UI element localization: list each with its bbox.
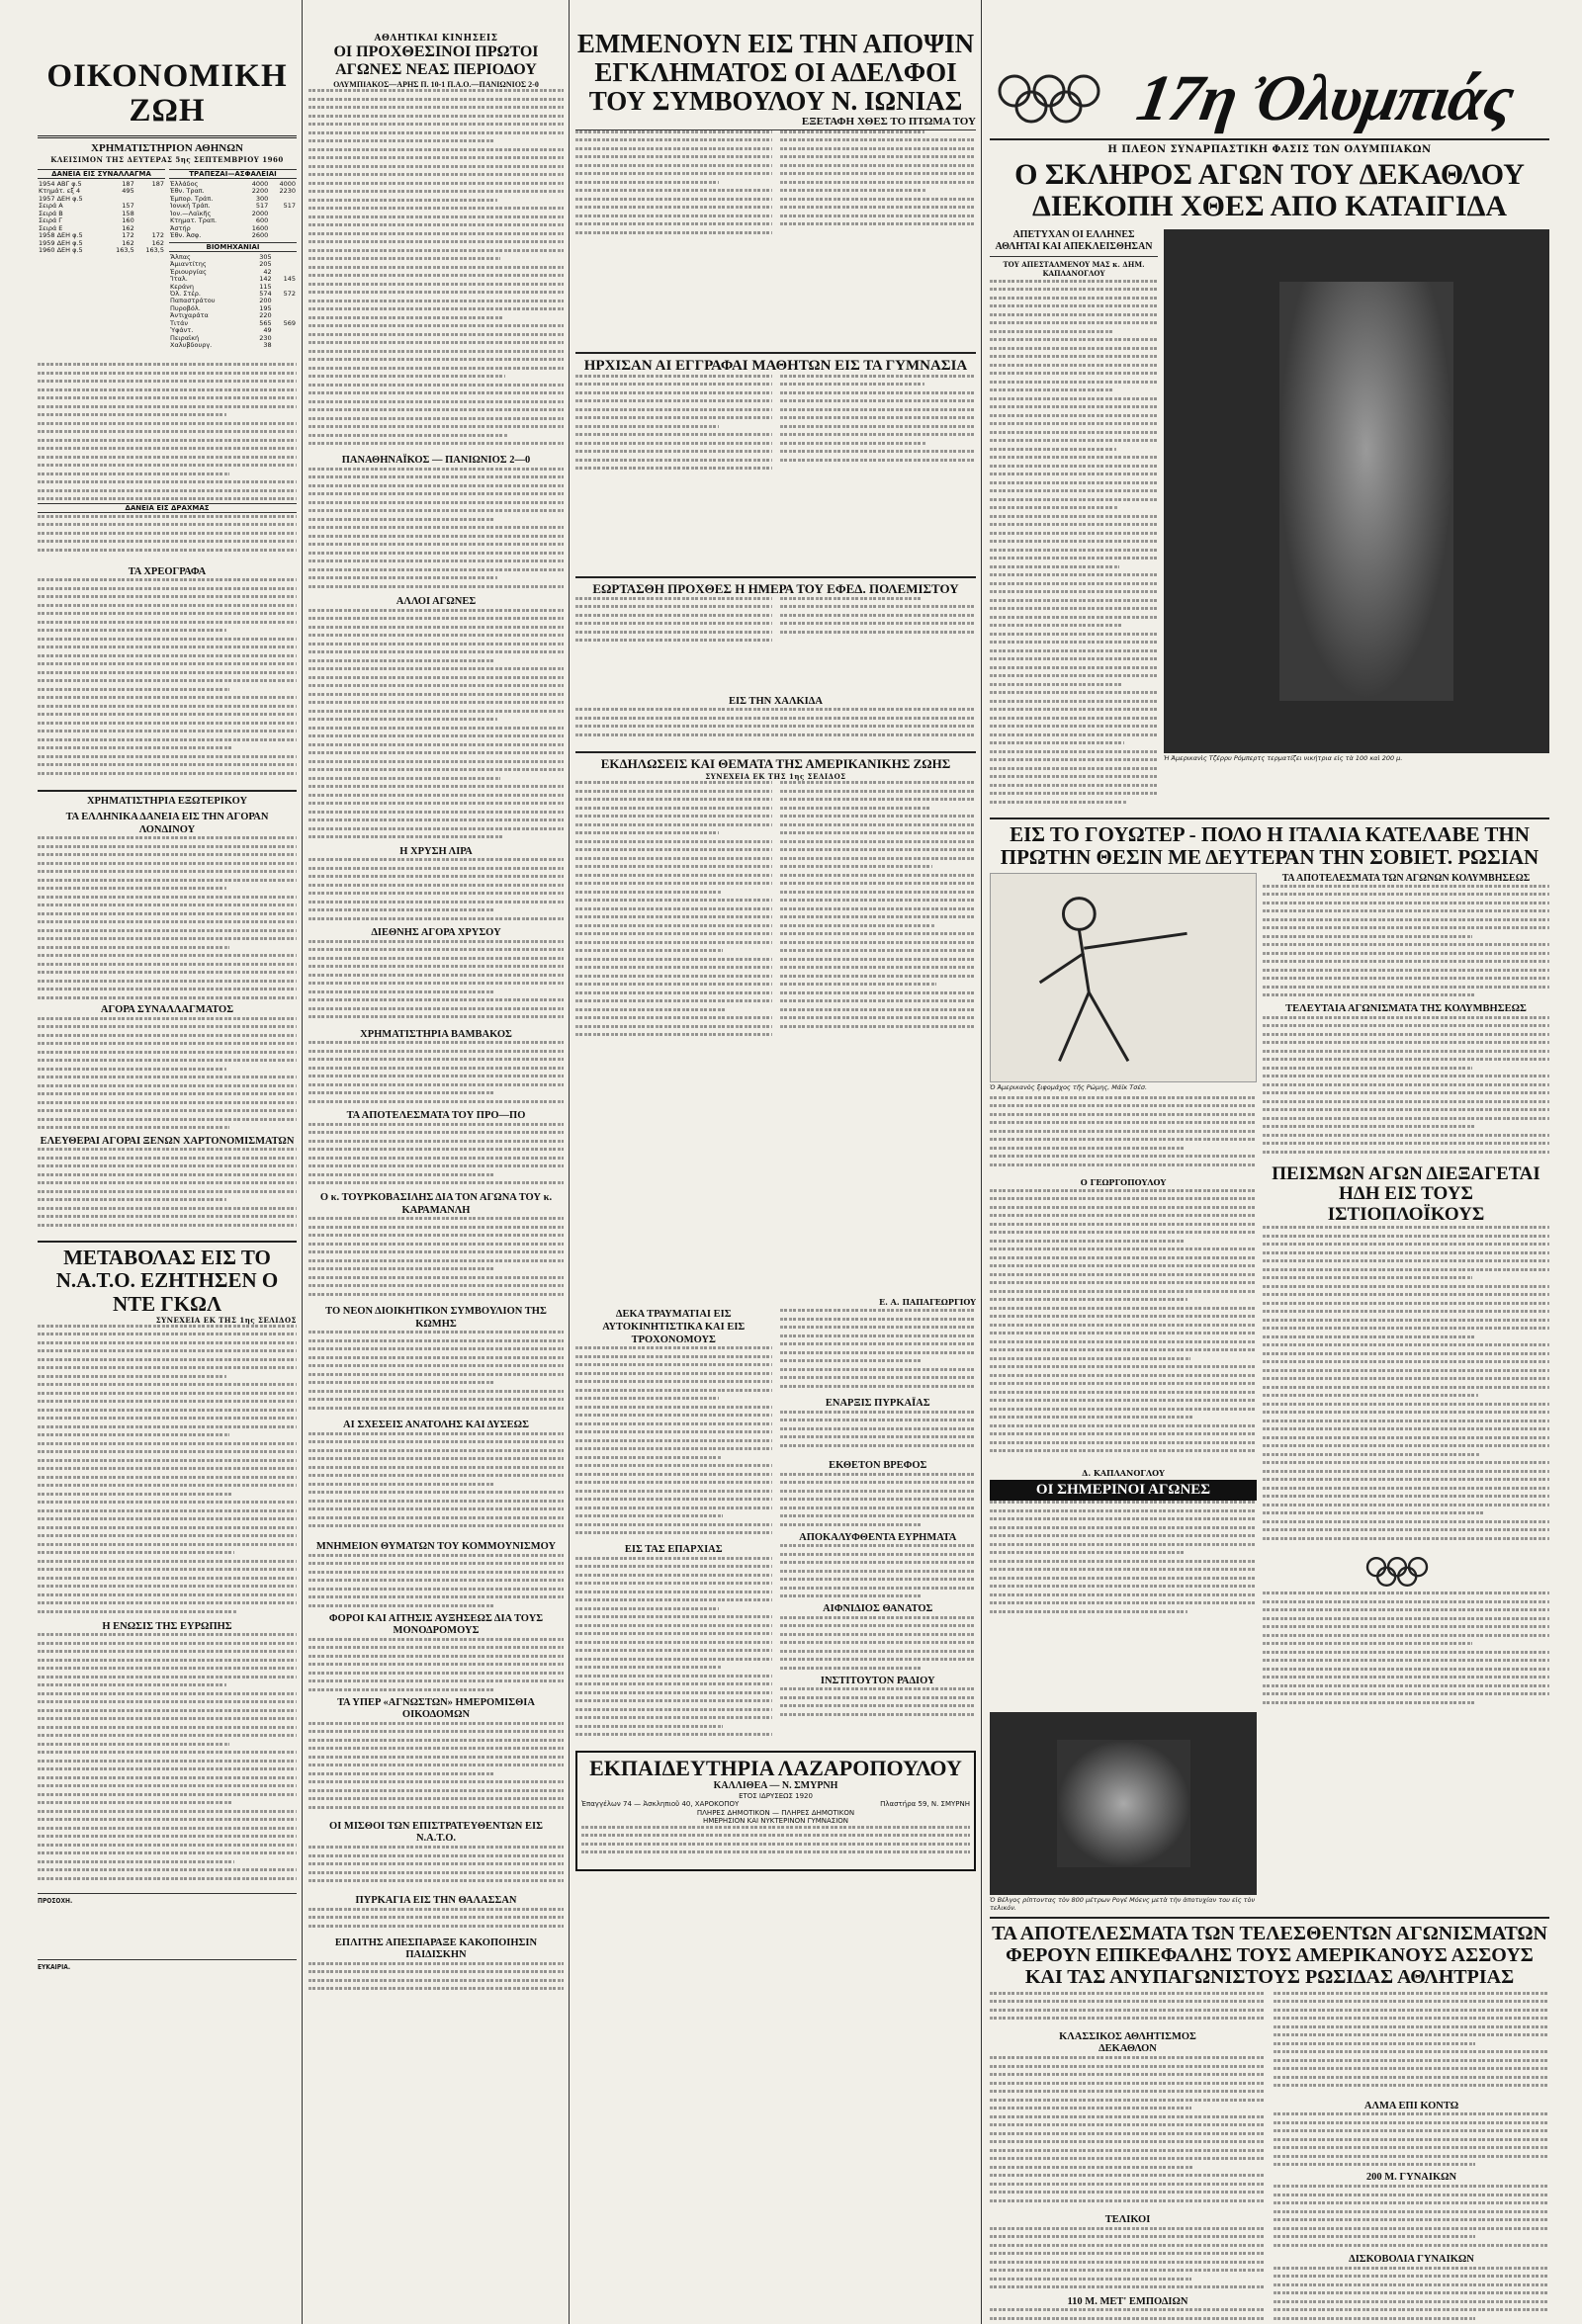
- section-provinces: ΕΙΣ ΤΑΣ ΕΠΑΡΧΙΑΣ: [624, 1544, 723, 1556]
- text-block: [38, 1148, 297, 1237]
- text-block: [990, 1501, 1257, 1619]
- text-block: [38, 1325, 297, 1621]
- ad-year: ΕΤΟΣ ΙΔΡΥΣΕΩΣ 1920: [739, 1791, 813, 1800]
- exchange-title: ΧΡΗΜΑΤΙΣΤΗΡΙΟΝ ΑΘΗΝΩΝ: [91, 142, 243, 155]
- crime-headline: ΕΜΜΕΝΟΥΝ ΕΙΣ ΤΗΝ ΑΠΟΨΙΝ ΕΓΚΛΗΜΑΤΟΣ ΟΙ ΑΔΕΛΦΟΙ ΤΟΥ ΣΥΜΒΟΥΛΟΥ Ν. ΙΩΝΙΑΣ: [576, 29, 975, 117]
- notice: [38, 1963, 297, 2013]
- table-label: Ἐμπορ. Τράπ.: [170, 194, 214, 203]
- text-block: [38, 1017, 297, 1136]
- text-block: [1263, 885, 1549, 1003]
- bank-row: [169, 232, 297, 239]
- text-block: [990, 2308, 1266, 2324]
- table-value: [269, 225, 297, 232]
- table-value: 569: [283, 318, 296, 327]
- table-value: 517: [283, 202, 296, 211]
- notice-title: ΠΡΟΣΟΧΗ.: [38, 1897, 73, 1906]
- olympics-title: 17η Ὀλυμπιάς: [1131, 62, 1519, 134]
- text-block: [38, 836, 297, 1004]
- classic-athletics: ΚΛΑΣΣΙΚΟΣ ΑΘΛΗΤΙΣΜΟΣ: [1059, 2030, 1196, 2042]
- table-value: 172: [122, 231, 134, 240]
- nato-headline: ΜΕΤΑΒΟΛΑΣ ΕΙΣ ΤΟ Ν.Α.Τ.Ο. ΕΖΗΤΗΣΕΝ Ο ΝΤΕ ΓΚΩΛ: [55, 1246, 279, 1316]
- text-block: [308, 468, 564, 596]
- table-value: 142: [259, 275, 272, 284]
- table-value: 1600: [251, 223, 269, 232]
- decathlon-label: ΔΕΚΑΘΛΟΝ: [1099, 2043, 1157, 2055]
- table-label: Ἀντιχαράτα: [170, 311, 209, 320]
- text-block: [308, 89, 564, 455]
- ad-line-3: ΠΛΗΡΕΣ ΔΗΜΟΤΙΚΟΝ — ΠΛΗΡΕΣ ΔΗΜΟΤΙΚΟΝ: [696, 1808, 855, 1817]
- table-value: 162: [151, 238, 164, 247]
- text-block: [780, 1309, 977, 1398]
- table-value: 200: [259, 297, 272, 305]
- industrial-header: ΒΙΟΜΗΧΑΝΙΑΙ: [169, 242, 297, 252]
- table-value: 115: [259, 282, 272, 291]
- section-results: ΤΑ ΑΠΟΤΕΛΕΣΜΑΤΑ ΤΟΥ ΠΡΟ—ΠΟ: [346, 1110, 526, 1122]
- table-value: 160: [122, 216, 134, 225]
- table-value: [273, 261, 297, 268]
- notice: [38, 1897, 297, 1956]
- column-olympics: [981, 0, 1549, 2324]
- masthead-economy: ΟΙΚΟΝΟΜΙΚΗ ΖΩΗ: [38, 0, 297, 138]
- byline-kaplan: Δ. ΚΑΠΛΑΝΟΓΛΟΥ: [1082, 1467, 1165, 1478]
- table-label: 1957 ΔΕΗ φ.5: [39, 194, 83, 203]
- table-value: [273, 335, 297, 342]
- loans-table: [38, 181, 165, 255]
- table-label: Σειρά Β: [39, 209, 63, 217]
- photo-fencer: [990, 873, 1257, 1082]
- section-external: ΧΡΗΜΑΤΙΣΤΗΡΙΑ ΕΞΩΤΕΡΙΚΟΥ: [86, 796, 248, 808]
- table-value: [273, 298, 297, 304]
- industrial-row: [169, 312, 297, 319]
- text-block: [780, 1411, 977, 1460]
- table-label: Πειραϊκή: [170, 333, 200, 342]
- section-london: ΤΑ ΕΛΛΗΝΙΚΑ ΔΑΝΕΙΑ ΕΙΣ ΤΗΝ ΑΓΟΡΑΝ ΛΟΝΔΙΝΟΥ: [65, 811, 269, 835]
- section-feast: ΕΩΡΤΑΣΘΗ ΠΡΟΧΘΕΣ Η ΗΜΕΡΑ ΤΟΥ ΕΦΕΔ. ΠΟΛΕΜΙΣΤΟΥ: [592, 580, 959, 596]
- table-value: 2200: [251, 187, 269, 196]
- section-fire: ΕΝΑΡΞΙΣ ΠΥΡΚΑΪΑΣ: [825, 1398, 930, 1410]
- table-label: Κτηματ. Τραπ.: [170, 216, 218, 225]
- table-label: Ἰον.—Λαϊκῆς: [170, 209, 212, 217]
- sports-kicker: ΑΘΛΗΤΙΚΑΙ ΚΙΝΗΣΕΙΣ: [374, 34, 498, 43]
- olympic-rings-icon: [990, 69, 1138, 129]
- section-other-games: ΑΛΛΟΙ ΑΓΩΝΕΣ: [396, 595, 477, 607]
- exchange-date: ΚΛΕΙΣΙΜΟΝ ΤΗΣ ΔΕΥΤΕΡΑΣ 5ης ΣΕΠΤΕΜΒΡΙΟΥ 1960: [50, 154, 284, 164]
- sports-headline: ΟΙ ΠΡΟΧΘΕΣΙΝΟΙ ΠΡΩΤΟΙ ΑΓΩΝΕΣ ΝΕΑΣ ΠΕΡΙΟΔΟΥ: [333, 43, 539, 79]
- olympics-banner: [990, 59, 1549, 140]
- section-gold: Η ΧΡΥΣΗ ΛΙΡΑ: [399, 845, 473, 857]
- table-value: 42: [263, 267, 272, 276]
- section-turk: Ο κ. ΤΟΥΡΚΟΒΑΣΙΛΗΣ ΔΙΑ ΤΟΝ ΑΓΩΝΑ ΤΟΥ κ. ΚΑΡΑΜΑΝΛΗ: [319, 1191, 553, 1216]
- text-block: [990, 280, 1158, 814]
- nato-continuation: ΣΥΝΕΧΕΙΑ ΕΚ ΤΗΣ 1ης ΣΕΛΙΔΟΣ: [155, 1315, 297, 1325]
- crime-subhead: ΕΞΕΤΑΦΗ ΧΘΕΣ ΤΟ ΠΤΩΜΑ ΤΟΥ: [575, 116, 976, 129]
- table-value: 145: [283, 275, 296, 284]
- table-label: Ἐθν. Τραπ.: [170, 187, 205, 196]
- column-sports-misc: [302, 0, 564, 2324]
- table-label: 1958 ΔΕΗ φ.5: [39, 231, 83, 240]
- text-block: [780, 1473, 977, 1532]
- section-students: ΗΡΧΙΣΑΝ ΑΙ ΕΓΓΡΑΦΑΙ ΜΑΘΗΤΩΝ ΕΙΣ ΤΑ ΓΥΜΝΑΣΙΑ: [583, 357, 968, 374]
- american-continuation: ΣΥΝΕΧΕΙΑ ΕΚ ΤΗΣ 1ης ΣΕΛΙΔΟΣ: [705, 772, 846, 782]
- pole-vault-label: ΑΛΜΑ ΕΠΙ ΚΟΝΤΩ: [1363, 2100, 1459, 2111]
- lead-byline: ΤΟΥ ΑΠΕΣΤΑΛΜΕΝΟΥ ΜΑΣ κ. ΔΗΜ. ΚΑΠΛΑΝΟΓΛΟΥ: [1003, 259, 1145, 278]
- discus-label: ΔΙΣΚΟΒΟΛΙΑ ΓΥΝΑΙΚΩΝ: [1349, 2254, 1474, 2266]
- table-label: Ἴταλ.: [170, 275, 188, 284]
- table-label: Τιτάν: [170, 318, 188, 327]
- loan-row: [38, 247, 165, 254]
- text-block: [38, 578, 297, 786]
- table-value: 600: [255, 216, 269, 225]
- text-block: [780, 1687, 977, 1727]
- text-block: [575, 781, 976, 1295]
- table-label: Ἐριουργίας: [170, 267, 207, 276]
- section-relations: ΑΙ ΣΧΕΣΕΙΣ ΑΝΑΤΟΛΗΣ ΚΑΙ ΔΥΣΕΩΣ: [343, 1420, 529, 1431]
- text-block: [308, 1962, 564, 2002]
- ad-address-2: Πλαστήρα 59, Ν. ΣΜΥΡΝΗ: [880, 1800, 970, 1809]
- table-value: 495: [122, 187, 134, 196]
- text-block: [780, 1544, 977, 1603]
- text-block: [1274, 1992, 1549, 2101]
- text-block: [990, 1096, 1257, 1175]
- text-block: [308, 1908, 564, 1937]
- text-block: [990, 1992, 1266, 2031]
- table-value: 157: [122, 202, 134, 211]
- text-block: [990, 1189, 1257, 1466]
- table-value: 49: [263, 326, 272, 335]
- school-ad: [575, 1751, 976, 1871]
- olympics-kicker: Η ΠΛΕΟΝ ΣΥΝΑΡΠΑΣΤΙΚΗ ΦΑΣΙΣ ΤΩΝ ΟΛΥΜΠΙΑΚΩΝ: [1107, 144, 1432, 155]
- section-memorial: ΜΝΗΜΕΙΟΝ ΘΥΜΑΤΩΝ ΤΟΥ ΚΟΜΜΟΥΝΙΣΜΟΥ: [315, 1540, 557, 1552]
- photo-fencer-caption: Ὁ Ἀμερικανὸς ξιφομάχος τῆς Ρώμης, Μάϊκ Τσέσ.: [990, 1082, 1148, 1091]
- table-value: 2600: [251, 231, 269, 240]
- table-label: Ἀστήρ: [170, 223, 191, 232]
- text-block: [1274, 2112, 1549, 2172]
- swim-results-header: ΤΑ ΑΠΟΤΕΛΕΣΜΑΤΑ ΤΩΝ ΑΓΩΝΩΝ ΚΟΛΥΜΒΗΣΕΩΣ: [1281, 872, 1531, 884]
- table-value: [273, 327, 297, 334]
- table-label: Κεράνη: [170, 282, 194, 291]
- text-block: [1263, 1226, 1549, 1552]
- section-free-market: ΕΛΕΥΘΕΡΑΙ ΑΓΟΡΑΙ ΞΕΝΩΝ ΧΑΡΤΟΝΟΜΙΣΜΑΤΩΝ: [40, 1135, 295, 1147]
- table-value: 2000: [251, 209, 269, 217]
- section-find: ΑΠΟΚΑΛΥΦΘΕΝΤΑ ΕΥΡΗΜΑΤΑ: [799, 1531, 957, 1543]
- table-value: 4000: [279, 179, 296, 188]
- section-chalkidiki: ΕΙΣ ΤΗΝ ΧΑΛΚΙΔΑ: [729, 695, 823, 707]
- table-value: 158: [122, 209, 134, 217]
- text-block: [1274, 2185, 1549, 2254]
- section-xreografa: ΤΑ ΧΡΕΟΓΡΑΦΑ: [128, 565, 207, 577]
- photo-runner: [990, 1712, 1257, 1895]
- industrial-table: [169, 254, 297, 350]
- hurdles-label: 110 Μ. ΜΕΤ' ΕΜΠΟΔΙΩΝ: [1067, 2295, 1188, 2307]
- table-label: 1960 ΔΕΗ φ.5: [39, 246, 83, 255]
- table-label: Ἐθν. Ἀσφ.: [170, 231, 202, 240]
- table-label: Χαλυβδουργ.: [170, 341, 213, 350]
- table-value: 300: [255, 194, 269, 203]
- table-value: 205: [259, 260, 272, 269]
- byline-papageorgiou: Ε. Α. ΠΑΠΑΓΕΩΡΓΙΟΥ: [879, 1297, 976, 1308]
- table-value: [273, 305, 297, 312]
- text-block: [308, 609, 564, 846]
- table-label: Κτημάτ. εξ 4: [39, 187, 81, 196]
- table-label: 1959 ΔΕΗ φ.5: [39, 238, 83, 247]
- text-block: [38, 353, 297, 501]
- table-value: 162: [122, 238, 134, 247]
- text-block: [308, 1041, 564, 1110]
- text-block: [308, 1123, 564, 1192]
- column-news: [569, 0, 976, 2324]
- text-block: [38, 1633, 297, 1890]
- text-block: [990, 2227, 1266, 2296]
- table-value: 2230: [279, 187, 296, 196]
- section-agatha: ΤΑ ΥΠΕΡ «ΑΓΝΩΣΤΩΝ» ΗΜΕΡΟΜΙΣΘΙΑ ΟΙΚΟΔΟΜΩΝ: [337, 1696, 535, 1721]
- text-block: [780, 1616, 977, 1676]
- text-block: [308, 1217, 564, 1306]
- photo-runner-caption: Ὁ Βέλγος ρίπτοντας τὸν 800 μέτρων Ρογέ Μόενς μετὰ τὴν ἀποτυχίαν του εἰς τὸν τελικόν.: [990, 1896, 1256, 1913]
- table-value: 187: [122, 179, 134, 188]
- ad-address-1: Ἐπαγγέλων 74 — Ἀσκληπιοῦ 40, ΧΑΡΟΚΟΠΟΥ: [581, 1800, 740, 1809]
- text-block: [575, 597, 976, 696]
- section-europe: Η ΕΝΩΣΙΣ ΤΗΣ ΕΥΡΩΠΗΣ: [102, 1620, 232, 1632]
- finals-label: ΤΕΛΙΚΟΙ: [1104, 2214, 1151, 2226]
- table-value: 163,5: [116, 246, 134, 255]
- section-death: ΑΙΦΝΙΔΙΟΣ ΘΑΝΑΤΟΣ: [823, 1603, 933, 1615]
- table-value: [273, 254, 297, 261]
- table-label: Ὑφάντ.: [170, 326, 194, 335]
- table-label: Ἄλπας: [170, 252, 191, 261]
- table-value: [135, 211, 165, 217]
- text-block: [38, 515, 297, 562]
- water-polo-headline: ΕΙΣ ΤΟ ΓΟΥΩΤΕΡ - ΠΟΛΟ Η ΙΤΑΛΙΑ ΚΑΤΕΛΑΒΕ ΤΗΝ ΠΡΩΤΗΝ ΘΕΣΙΝ ΜΕ ΔΕΥΤΕΡΑΝ ΤΗΝ ΣΟΒΙΕΤ. ΡΩΣΙΑΝ: [1000, 821, 1539, 869]
- table-value: 38: [263, 341, 272, 350]
- today-games-header: ΟΙ ΣΗΜΕΡΙΝΟΙ ΑΓΩΝΕΣ: [990, 1480, 1257, 1501]
- table-value: 230: [259, 333, 272, 342]
- text-block: [1263, 1592, 1549, 1710]
- table-value: 517: [255, 202, 269, 211]
- table-label: Παπαστράτου: [170, 297, 216, 305]
- banks-header: ΤΡΑΠΕΖΑΙ—ΑΣΦΑΛΕΙΑΙ: [169, 169, 297, 179]
- table-label: Πυροβόλ.: [170, 303, 201, 312]
- text-block: [575, 708, 976, 747]
- decathlon-headline: Ο ΣΚΛΗΡΟΣ ΑΓΩΝ ΤΟΥ ΔΕΚΑΘΛΟΥ ΔΙΕΚΟΠΗ ΧΘΕΣ ΑΠΟ ΚΑΤΑΙΓΙΔΑ: [1014, 158, 1525, 223]
- text-block: [575, 130, 976, 348]
- notice2-title: ΕΥΚΑΙΡΙΑ.: [38, 1963, 71, 1972]
- text-block: [1274, 2267, 1549, 2324]
- text-block: [575, 375, 976, 572]
- table-value: [269, 211, 297, 217]
- table-label: Σειρά Α: [39, 202, 63, 211]
- text-block: [1263, 1016, 1549, 1164]
- text-block: [308, 940, 564, 1029]
- final-swim-header: ΤΕΛΕΥΤΑΙΑ ΑΓΩΝΙΣΜΑΤΑ ΤΗΣ ΚΟΛΥΜΒΗΣΕΩΣ: [1285, 1002, 1527, 1014]
- table-value: 574: [259, 290, 272, 299]
- table-value: [135, 188, 165, 195]
- text-block: [990, 2056, 1266, 2214]
- table-value: 565: [259, 318, 272, 327]
- text-block: [308, 1331, 564, 1420]
- byline-georgiou: Ο ΓΕΩΡΓΟΠΟΥΛΟΥ: [1080, 1176, 1167, 1187]
- section-wounded: ΔΕΚΑ ΤΡΑΥΜΑΤΙΑΙ ΕΙΣ ΑΥΤΟΚΙΝΗΤΙΣΤΙΚΑ ΚΑΙ ΕΙΣ ΤΡΟΧΟΝΟΜΟΥΣ: [602, 1309, 746, 1345]
- table-value: 572: [283, 290, 296, 299]
- text-block: [581, 1826, 970, 1865]
- table-label: Ἀμιαντίτης: [170, 260, 207, 269]
- table-label: Ἰονική Τράπ.: [170, 202, 211, 211]
- text-block: [308, 858, 564, 927]
- section-gold-market: ΔΙΕΘΝΗΣ ΑΓΟΡΑ ΧΡΥΣΟΥ: [371, 927, 501, 939]
- section-cotton: ΧΡΗΜΑΤΙΣΤΗΡΙΑ ΒΑΜΒΑΚΟΣ: [360, 1028, 512, 1040]
- table-value: 162: [122, 223, 134, 232]
- photo-sprinter-caption: Ἡ Ἀμερικανὶς Τζέρρυ Ρόμπερτς τερματίζει νικήτρια εἰς τὰ 100 καὶ 200 μ.: [1164, 753, 1403, 762]
- table-value: 172: [151, 231, 164, 240]
- diving-headline: ΠΕΙΣΜΩΝ ΑΓΩΝ ΔΙΕΞΑΓΕΤΑΙ ΗΔΗ ΕΙΣ ΤΟΥΣ ΙΣΤΙΟΠΛΟΪΚΟΥΣ: [1272, 1162, 1540, 1226]
- text-block: [575, 1346, 772, 1544]
- text-block: [308, 1722, 564, 1821]
- text-block: [308, 1432, 564, 1541]
- text-block: [308, 1846, 564, 1895]
- women-200-label: 200 Μ. ΓΥΝΑΙΚΩΝ: [1365, 2172, 1457, 2184]
- section-tax: ΦΟΡΟΙ ΚΑΙ ΑΙΤΗΣΙΣ ΑΥΞΗΣΕΩΣ ΔΙΑ ΤΟΥΣ ΜΟΝΟΔΡΟΜΟΥΣ: [328, 1612, 544, 1637]
- photo-sprinter: [1164, 229, 1549, 753]
- section-sea-fire: ΠΥΡΚΑΓΙΑ ΕΙΣ ΤΗΝ ΘΑΛΑΣΣΑΝ: [355, 1895, 517, 1907]
- section-nato-seats: ΟΙ ΜΙΣΘΟΙ ΤΩΝ ΕΠΙΣΤΡΑΤΕΥΘΕΝΤΩΝ ΕΙΣ Ν.Α.Τ.Ο.: [329, 1820, 543, 1845]
- industrial-row: [169, 342, 297, 349]
- ad-title: ΕΚΠΑΙΔΕΥΤΗΡΙΑ ΛΑΖΑΡΟΠΟΥΛΟΥ: [589, 1755, 962, 1780]
- olympic-rings-small-icon: [1362, 1552, 1450, 1592]
- table-value: [273, 342, 297, 349]
- table-value: [135, 217, 165, 224]
- table-value: [269, 217, 297, 224]
- table-value: 305: [259, 252, 272, 261]
- column-economy: [38, 0, 297, 2324]
- table-label: 1954 ΑΒΓ φ.5: [39, 179, 82, 188]
- table-label: Ὀλ. Στέρ.: [170, 290, 201, 299]
- industrial-row: [169, 269, 297, 276]
- table-value: [269, 232, 297, 239]
- text-block: [308, 1554, 564, 1613]
- loans-header: ΔΑΝΕΙΑ ΕΙΣ ΣΥΝΑΛΛΑΓΜΑ: [38, 169, 165, 179]
- results-headline: ΤΑ ΑΠΟΤΕΛΕΣΜΑΤΑ ΤΩΝ ΤΕΛΕΣΘΕΝΤΩΝ ΑΓΩΝΙΣΜΑΤΩΝ ΦΕΡΟΥΝ ΕΠΙΚΕΦΑΛΗΣ ΤΟΥΣ ΑΜΕΡΙΚΑΝΟΥΣ ΑΣΣΟΥΣ ΚΑΙ ΤΑΣ ΑΝΥΠΑΓΩΝΙΣΤΟΥΣ ΡΩΣΙΔΑΣ ΑΘΛΗΤΡΙΑΣ: [992, 1922, 1547, 1988]
- ad-line-4: ΗΜΕΡΗΣΙΟΝ ΚΑΙ ΝΥΚΤΕΡΙΝΟΝ ΓΥΜΝΑΣΙΟΝ: [702, 1817, 849, 1826]
- section-american: ΕΚΔΗΛΩΣΕΙΣ ΚΑΙ ΘΕΜΑΤΑ ΤΗΣ ΑΜΕΡΙΚΑΝΙΚΗΣ ΖΩΗΣ: [600, 756, 951, 772]
- ad-subtitle: ΚΑΛΛΙΘΕΑ — Ν. ΣΜΥΡΝΗ: [713, 1779, 838, 1791]
- drachma-loans-header: ΔΑΝΕΙΑ ΕΙΣ ΔΡΑΧΜΑΣ: [38, 503, 297, 513]
- fencer-sketch-icon: [991, 874, 1256, 1081]
- table-value: 4000: [251, 179, 269, 188]
- section-fx: ΑΓΟΡΑ ΣΥΝΑΛΛΑΓΜΑΤΟΣ: [100, 1004, 234, 1016]
- section-admin: ΤΟ ΝΕΟΝ ΔΙΟΙΚΗΤΙΚΟΝ ΣΥΜΒΟΥΛΙΟΝ ΤΗΣ ΚΩΜΗΣ: [325, 1306, 547, 1330]
- table-value: 163,5: [145, 246, 164, 255]
- table-value: [135, 196, 165, 203]
- text-block: [308, 1638, 564, 1697]
- banks-table: [169, 181, 297, 240]
- table-value: 195: [259, 303, 272, 312]
- table-label: Ἑλλάδος: [170, 179, 199, 188]
- sports-score: ΟΛΥΜΠΙΑΚΟΣ—ΑΡΗΣ Π. 10-1 Π.Α.Ο.—ΠΑΝΙΩΝΙΟΣ 2-0: [333, 79, 539, 89]
- section-child: ΕΠΛΙΤΗΣ ΑΠΕΣΠΑΡΑΞΕ ΚΑΚΟΠΟΙΗΣΙΝ ΠΑΙΔΙΣΚΗΝ: [334, 1937, 538, 1961]
- table-label: Σειρά Ε: [39, 223, 63, 232]
- section-radio: ΙΝΣΤΙΤΟΥΤΟΝ ΡΑΔΙΟΥ: [820, 1675, 935, 1686]
- text-block: [575, 1557, 772, 1745]
- table-value: [135, 203, 165, 210]
- table-value: 187: [151, 179, 164, 188]
- section-baby: ΕΚΘΕΤΟΝ ΒΡΕΦΟΣ: [829, 1459, 927, 1471]
- lead-subhead: ΑΠΕΤΥΧΑΝ ΟΙ ΕΛΛΗΝΕΣ ΑΘΛΗΤΑΙ ΚΑΙ ΑΠΕΚΛΕΙΣΘΗΣΑΝ: [995, 228, 1153, 252]
- table-value: 220: [259, 311, 272, 320]
- section-panathinaikos: ΠΑΝΑΘΗΝΑΪΚΟΣ — ΠΑΝΙΩΝΙΟΣ 2—0: [341, 455, 531, 467]
- table-label: Σειρά Γ: [39, 216, 62, 225]
